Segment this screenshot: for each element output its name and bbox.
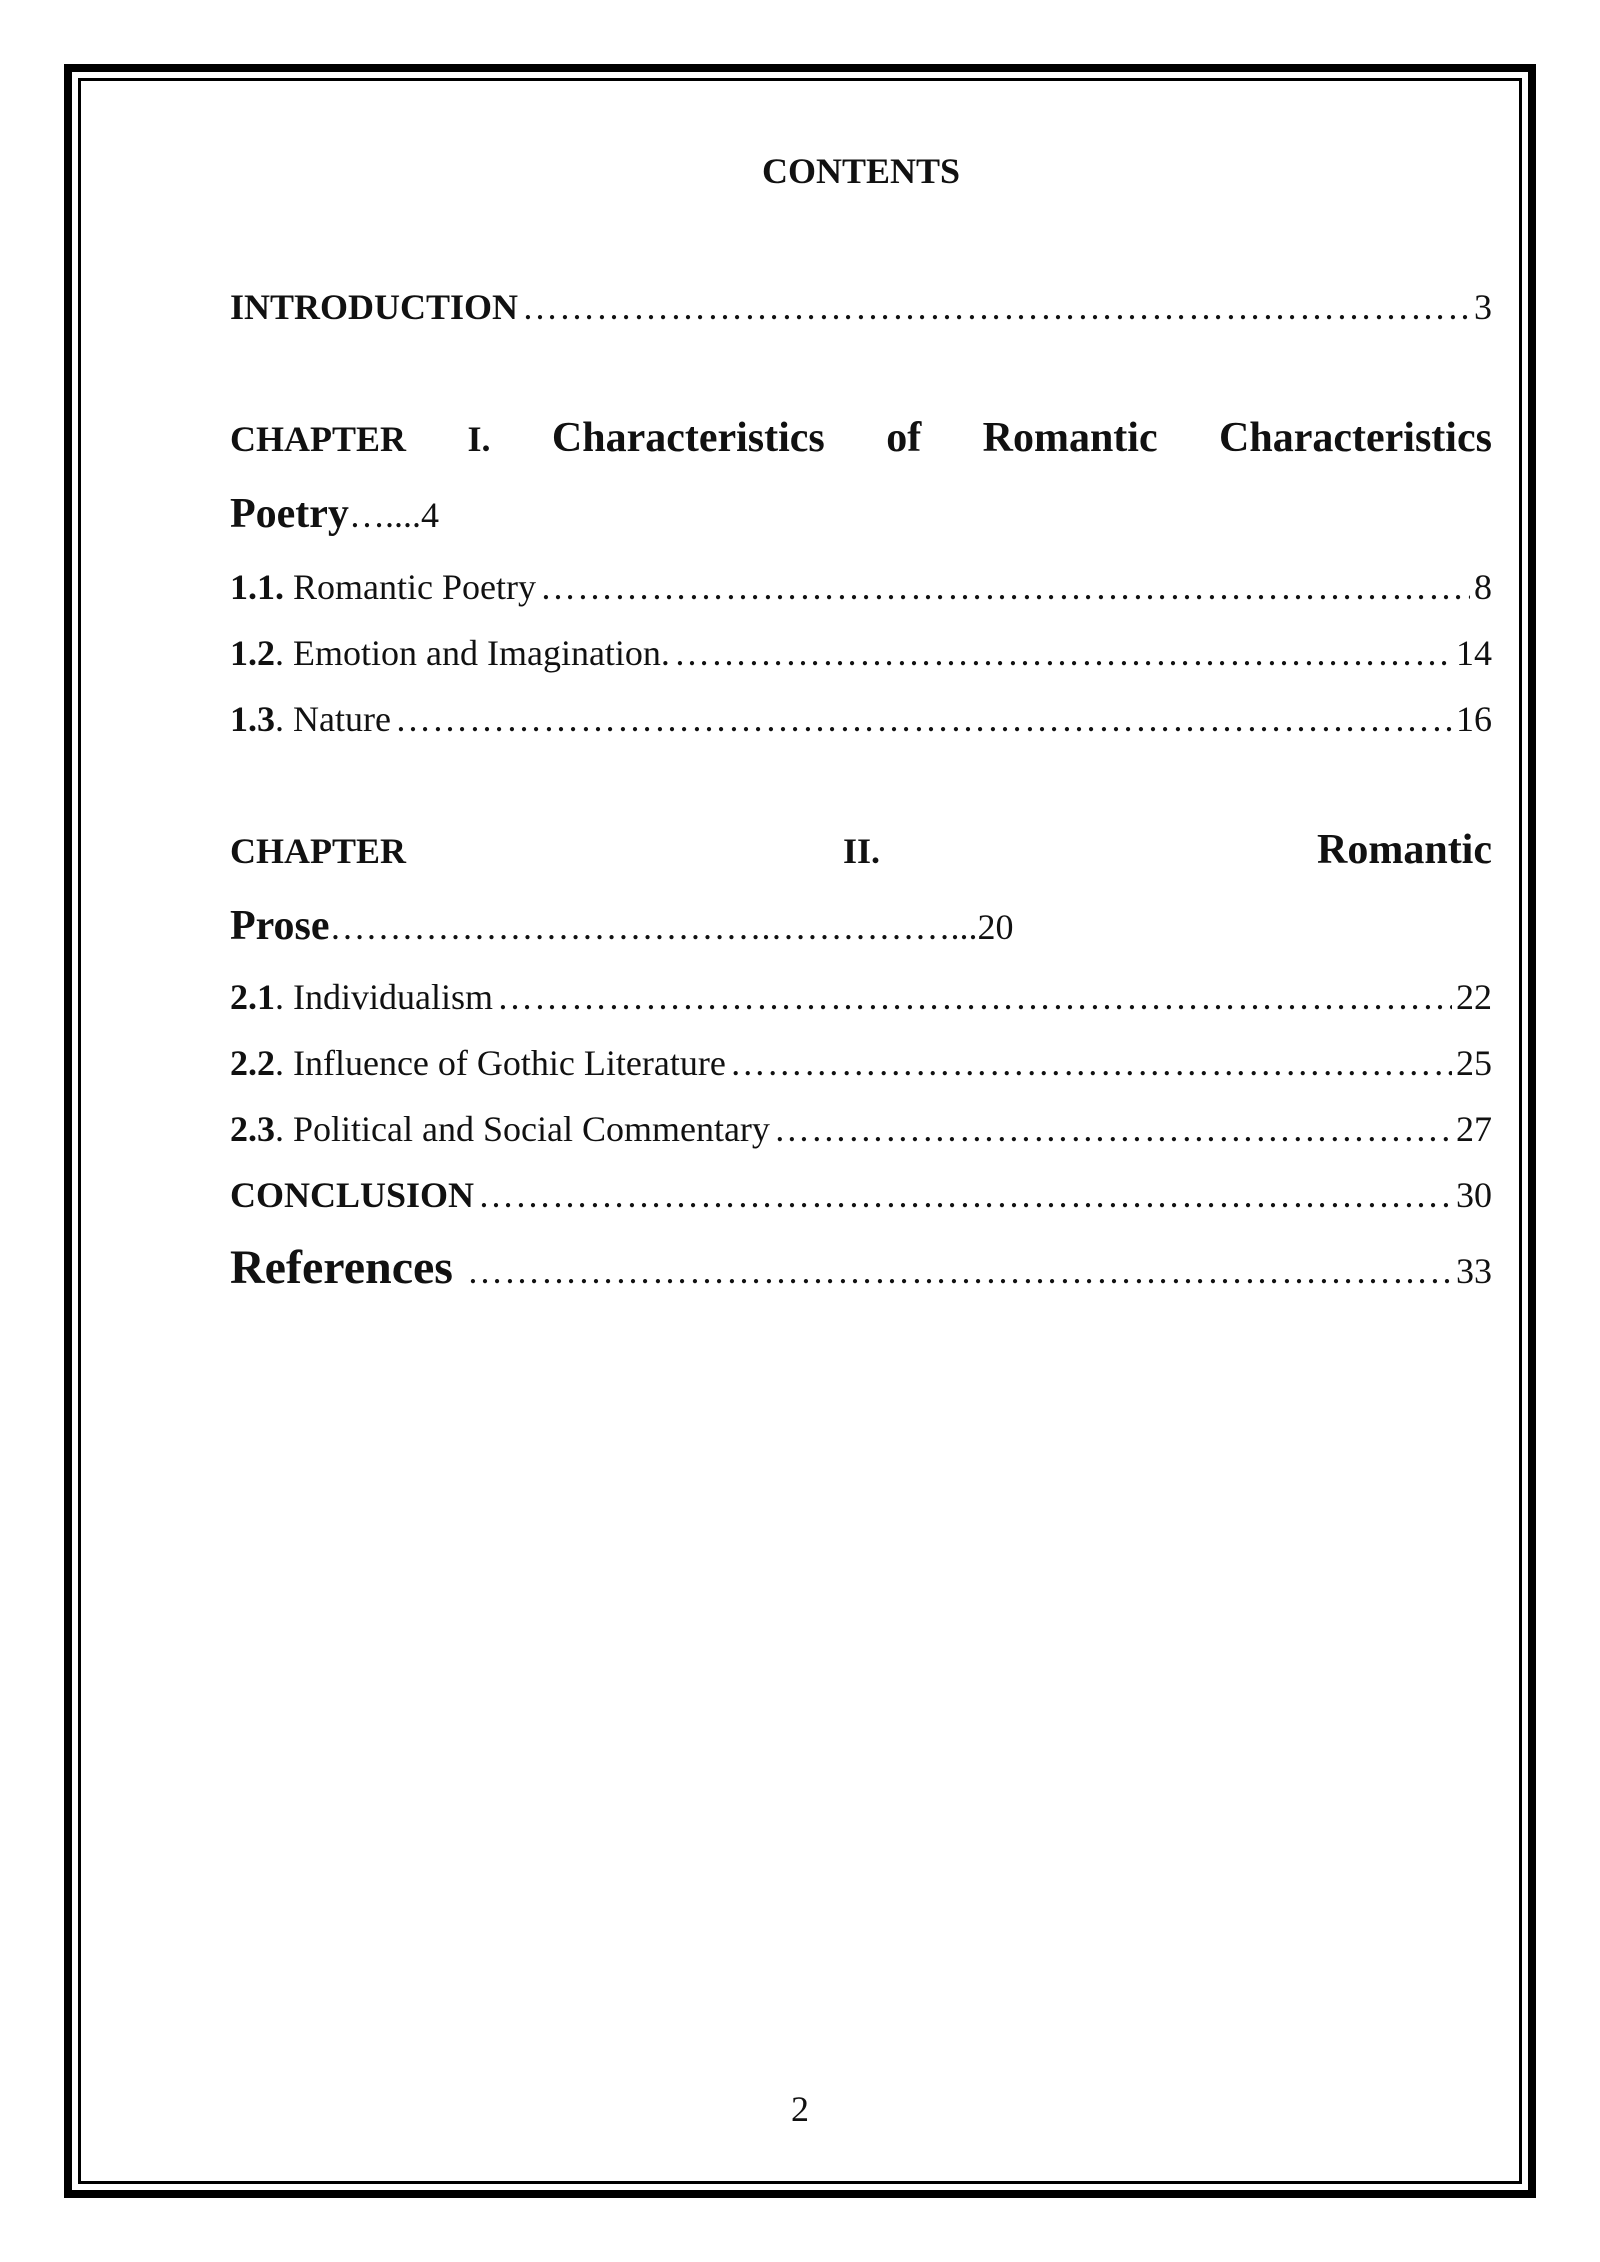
toc-entry-section-2-2[interactable] [230,1042,1492,1084]
dot-leader [497,976,1452,1018]
section-number: 1.2 [230,633,275,673]
chapter-word: CHAPTER [230,419,407,459]
toc-label: CONCLUSION [230,1175,475,1215]
chapter-title-end: Poetry [230,491,349,537]
chapter-title-word: Romantic [1317,827,1492,873]
dot-leader [774,1108,1452,1150]
toc-page-number: 27 [1456,1109,1492,1149]
dot-leader [395,698,1452,740]
chapter-title-word: Romantic [982,415,1158,461]
page-number: 2 [791,2089,809,2129]
section-title: . Emotion and Imagination. [275,633,670,673]
chapter-numeral: II. [843,831,881,871]
dot-leader [540,566,1470,608]
toc-entry-chapter-2[interactable] [230,826,1492,874]
chapter-trail: …....4 [348,495,439,535]
toc-entry-section-2-1[interactable] [230,976,1492,1018]
chapter-title-word: of [886,415,922,461]
toc-entry-section-1-3[interactable] [230,698,1492,740]
dot-leader [730,1042,1452,1084]
section-number: 2.3 [230,1109,275,1149]
toc-page-number: 33 [1456,1251,1492,1291]
toc-entry-introduction[interactable] [230,286,1492,328]
toc-page-number: 22 [1456,977,1492,1017]
chapter-title-end: Prose [230,903,330,949]
chapter-trail: ……………………………….……………...20 [329,907,1014,947]
section-title: . Individualism [275,977,493,1017]
toc-page-number: 14 [1456,633,1492,673]
toc-entry-section-1-2[interactable] [230,632,1492,674]
toc-page-number: 30 [1456,1175,1492,1215]
section-title: . Nature [275,699,391,739]
toc-page-number: 3 [1474,287,1492,327]
chapter-numeral: I. [467,419,491,459]
section-title: Romantic Poetry [293,567,536,607]
toc-entry-chapter-1[interactable] [230,414,1492,462]
dot-leader [478,1174,1452,1216]
toc-page-number: 16 [1456,699,1492,739]
section-number: 1.3 [230,699,275,739]
dot-leader [467,1250,1452,1292]
toc-label: INTRODUCTION [230,287,519,327]
toc-entry-chapter-1-continued[interactable] [230,490,439,538]
toc-entry-section-2-3[interactable] [230,1108,1492,1150]
toc-label: References [230,1241,453,1294]
section-number: 1.1. [230,567,284,607]
dot-leader [674,632,1452,674]
chapter-title-word: Characteristics [1219,415,1492,461]
toc-entry-section-1-1[interactable] [230,566,1492,608]
toc-entry-chapter-2-continued[interactable] [230,902,1014,950]
toc-page-number: 25 [1456,1043,1492,1083]
section-title: . Influence of Gothic Literature [275,1043,726,1083]
dot-leader [522,286,1470,328]
toc-page-number: 8 [1474,567,1492,607]
chapter-word: CHAPTER [230,831,407,871]
chapter-title-word: Characteristics [551,415,825,461]
section-number: 2.1 [230,977,275,1017]
toc-entry-conclusion[interactable] [230,1174,1492,1216]
section-title: . Political and Social Commentary [275,1109,770,1149]
toc-entry-references[interactable] [230,1240,1492,1295]
section-number: 2.2 [230,1043,275,1083]
contents-heading: CONTENTS [761,151,961,191]
